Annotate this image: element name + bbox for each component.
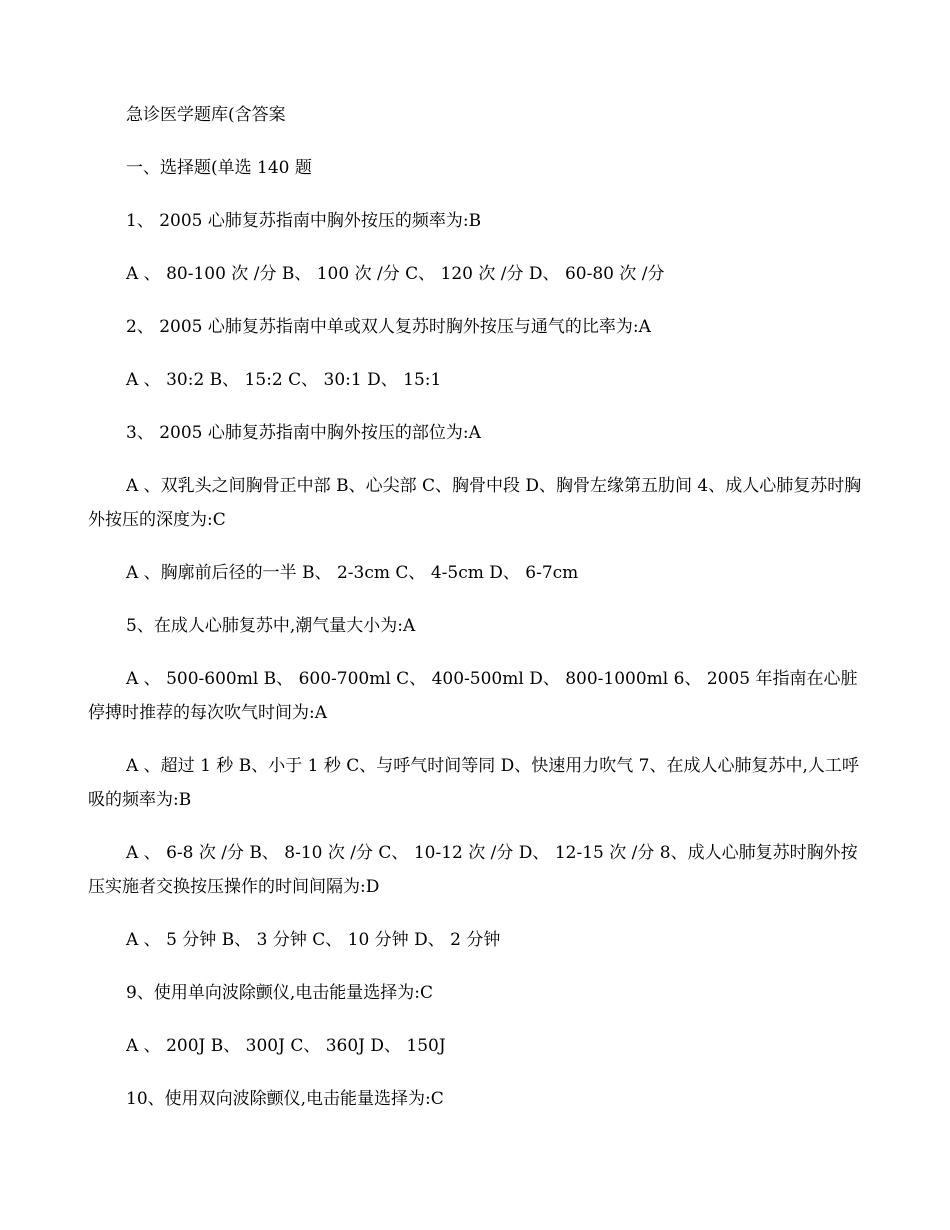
options-7-question-8: A 、 6-8 次 /分 B、 8-10 次 /分 C、 10-12 次 /分 D、 12-15 次 /分 8、成人心肺复苏时胸外按压实施者交换按压操作的时间间隔为:D — [88, 843, 858, 897]
question-5: 5、在成人心肺复苏中,潮气量大小为:A — [126, 616, 416, 636]
question-3: 3、 2005 心肺复苏指南中胸外按压的部位为:A — [126, 423, 481, 443]
question-9: 9、使用单向波除颤仪,电击能量选择为:C — [126, 983, 433, 1003]
options-3-question-4: A 、双乳头之间胸骨正中部 B、心尖部 C、胸骨中段 D、胸骨左缘第五肋间 4、成人心肺复苏时胸外按压的深度为:C — [88, 476, 862, 530]
options-6-question-7: A 、超过 1 秒 B、小于 1 秒 C、与呼气时间等同 D、快速用力吹气 7、在成人心肺复苏中,人工呼吸的频率为:B — [88, 756, 859, 810]
options-1: A 、 80-100 次 /分 B、 100 次 /分 C、 120 次 /分 D、 60-80 次 /分 — [126, 264, 665, 284]
options-9: A 、 200J B、 300J C、 360J D、 150J — [126, 1036, 446, 1056]
options-5-question-6: A 、 500-600ml B、 600-700ml C、 400-500ml D、 800-1000ml 6、 2005 年指南在心脏停搏时推荐的每次吹气时间为:A — [88, 669, 858, 723]
question-1: 1、 2005 心肺复苏指南中胸外按压的频率为:B — [126, 211, 482, 231]
document-title: 急诊医学题库(含答案 — [126, 105, 286, 125]
options-8: A 、 5 分钟 B、 3 分钟 C、 10 分钟 D、 2 分钟 — [126, 930, 501, 950]
options-2: A 、 30:2 B、 15:2 C、 30:1 D、 15:1 — [126, 370, 442, 390]
options-4: A 、胸廓前后径的一半 B、 2-3cm C、 4-5cm D、 6-7cm — [126, 563, 579, 583]
question-10: 10、使用双向波除颤仪,电击能量选择为:C — [126, 1089, 444, 1109]
section-heading: 一、选择题(单选 140 题 — [126, 158, 312, 178]
question-2: 2、 2005 心肺复苏指南中单或双人复苏时胸外按压与通气的比率为:A — [126, 317, 651, 337]
